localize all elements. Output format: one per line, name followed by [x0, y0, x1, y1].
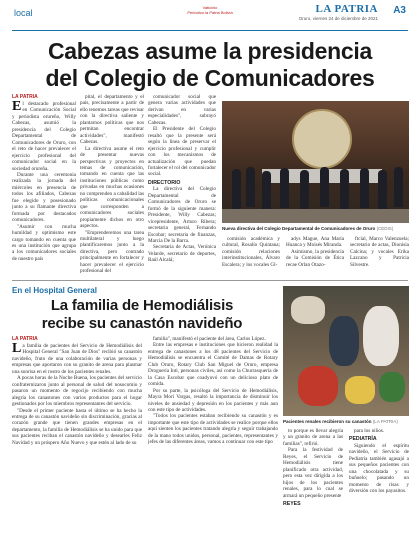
paragraph: "Todos los pacientes estaban recibiendo su canastón y es importante que este tipo de actividades se realice porque ellos aquí sienten los pacientes tratando alegría y seguir trabajando de la mano todos unidos, personal, pacientes, representantes y jefes de las diferentes áreas, vamos a continuar con este tipo — [148, 413, 278, 446]
paragraph-text: a familia de pacientes del Servicio de Hemodiálisis del Hospital General "San Juan de Dios" recibió su canastón navideño, fruto de una colaboración de varias personas y empresas que aportaron con su granito de arena para plasmar una sonrisa en el rostro de los pacientes renales. — [12, 343, 142, 375]
story1-photo-caption — [222, 226, 393, 231]
story2-byline: LA PATRIA — [12, 336, 38, 342]
person-figure — [329, 316, 359, 366]
paragraph — [12, 343, 142, 375]
paragraph: "Emprenderemos una tarea multilateral y luego plantificaremos junto a la directiva, pero contrado principalmente en fortalecer y hacer prevalecer el ejercicio profesional del — [80, 229, 144, 274]
person-figure — [320, 167, 329, 207]
newspaper-brand: LA PATRIA — [315, 3, 378, 15]
paragraph: La directiva asume el reto de presentar nuevas perspectivas y proyectos en temas de comunicación, tomando en cuenta que las instituciones públicas como privadas en muchas ocasiones no comprenden a cabalidad las políticas comunicacionales que corresponden a comunicadores sociales propiamente dichos en otro aspectos. — [80, 145, 144, 230]
story2-headline-line1: La familia de Hemodiálisis — [50, 297, 234, 314]
paragraph: "Asumir con mucha humildad y optimismo este cargo tomando en cuenta que es una institución que agrupa a los comunicadores sociales de nuestro país — [12, 223, 76, 262]
story2-photo-caption — [283, 419, 398, 424]
header-divider — [12, 30, 408, 31]
paragraph-text: l destacado profesional en Comunicación Social y periodista orureño, Willy Cabezas, asumió la presidencia del Colegio Departamental de Comunicadores de Oruro, con el reto de hacer prevalecer el ejercicio profesional del comunicador social en la sociedad orureña. — [12, 101, 76, 172]
story1-column-6 — [350, 236, 409, 276]
story1-caption-credit: (CEDIS) — [376, 226, 394, 231]
person-figure — [378, 170, 387, 210]
story1-column-1 — [12, 101, 76, 274]
story1-column-2 — [80, 94, 144, 274]
paragraph: Entre las empresas e instituciones que hicieron realidad la entrega de canastones a los 48 pacientes del Servicio de Hemodiálisis se encuentra el Comité de Damas de Rotary Club Oruro, Rotary Club San Miguel de Oruro, empresa Droguería Inti, personas civiles, así como la Churrasquería de la Casa Escobar que coadyuvó con un delicioso plato de comida. — [148, 342, 278, 388]
story2-caption-text: Pacientes renales recibieron su canastón — [283, 419, 372, 424]
person-figure — [280, 168, 289, 208]
person-figure — [363, 306, 399, 366]
header-center-line1: Vaticinio — [202, 5, 218, 10]
story2-kicker: En el Hospital General — [12, 286, 97, 295]
poster-shape — [291, 296, 325, 324]
paragraph: to porque es llevar alegría y un granito de arena a las familias", refirió. — [283, 428, 343, 447]
subheading: PEDIATRÍA — [349, 436, 377, 443]
paragraph: adys Mague, Ana María Huanca y Moisés Miranda. — [286, 236, 344, 249]
paragraph: Por su parte, la psicóloga del Servicio de Hemodiálisis, Mayra Mori Vargas, resaltó la importancia de disminuir los niveles de ansiedad y depresión en los pacientes y más aun con este tipo de actividades. — [148, 387, 278, 413]
header-center-line2: Periódico la Patria Bolivia — [187, 10, 233, 15]
story2-photo — [283, 286, 409, 416]
gift-basket-shape — [379, 372, 405, 402]
paragraph: pital, el departamento y el país, precisamente a partir de ello tenemos tareas que revisar con la directiva saliente y plantarnos políticas que nos permitan encontrar actividades", manifestó Cabezas. — [80, 94, 144, 146]
subheading: DIRECTORIO — [148, 179, 181, 186]
subheading: REYES — [283, 500, 301, 507]
floor — [222, 209, 409, 223]
story2-column-1 — [12, 343, 142, 529]
story2-column-4 — [349, 428, 409, 529]
story2-headline-line2: recibe su canastón navideño — [41, 315, 243, 332]
paragraph: comisión académica y cultural, Rosalío Quintana; comisión relaciones interinstitucionales, Álvaro Escalera; y los vocales Gl- — [222, 236, 280, 268]
story1-headline-line2: del Colegio de Comunicadores — [45, 65, 375, 91]
drop-cap: L — [12, 343, 22, 356]
paragraph: El Presidente del Colegio resaltó que la presente será según la línea de preservar el ejercicio profesional y cumplir con los mecanismos de actualización que puedan fortalecer el rol del comunicador social. — [148, 126, 216, 178]
paragraph: "Desde el primer paciente hasta el último se ha hecho la entrega de su canastón navideño sin discriminación, gracias al corazón grande que tienen grandes empresas en el departamento, la familia de Hemodiálisis se ha unido para que sus pacientes reciban el canastón navideño y desearles Feliz Navidad y un próspero Año Nuevo y que estén al lado de su — [12, 407, 142, 446]
section-divider — [12, 280, 408, 281]
header-center-note — [170, 5, 250, 15]
story2-caption-credit: (LA PATRIA) — [372, 419, 398, 424]
issue-date: Oruro, viernes 24 de diciembre de 2021 — [298, 16, 378, 21]
story1-caption-text: Nueva directiva del Colegio Departamental de Comunicadores de Oruro — [222, 226, 376, 231]
story1-column-3 — [148, 94, 216, 274]
person-figure — [262, 171, 271, 211]
section-label: local — [14, 8, 33, 18]
paragraph: Secretaria de Actas, Verónica Velarde, secretario de deportes, Raúl Alcalá; — [148, 244, 216, 264]
person-figure — [360, 168, 369, 208]
person-figure — [300, 170, 309, 210]
paragraph: comunicador social que genera varias actividades que derivan en varias especialidades", subrayó Cabezas. — [148, 94, 216, 126]
gift-basket-shape — [298, 366, 338, 406]
banner-emblem — [292, 109, 352, 169]
story1-byline: LA PATRIA — [12, 94, 38, 100]
person-figure — [246, 167, 255, 207]
page-number: A3 — [393, 5, 406, 16]
story1-column-5 — [286, 236, 344, 276]
story2-column-2 — [148, 336, 278, 529]
drop-cap: E — [12, 101, 22, 114]
person-figure — [394, 167, 403, 207]
person-figure — [340, 169, 349, 209]
paragraph: Para la festividad de Reyes, el Servicio de Hemodiálisis tiene planificado otra actividad, pero esta vez dirigida a los hijos de los pacientes renales, para lo cual se armará un pequeño presente — [283, 447, 343, 499]
paragraph: familia", manifestó el paciente del área, Carlos López. — [153, 336, 266, 342]
person-figure — [232, 169, 241, 209]
story1-headline-line1: Cabezas asume la presidencia — [48, 38, 372, 64]
paragraph: Durante una ceremonia realizada la jornada del miércoles en presencia de todos los afiliados, Cabezas fue elegido y posesionado junto a su flamante directiva formada por destacados comunicadores. — [12, 171, 76, 224]
story1-photo — [222, 101, 409, 223]
story2-column-3 — [283, 428, 343, 529]
story1-column-4 — [222, 236, 280, 276]
gift-basket-shape — [345, 376, 375, 404]
paragraph: La directiva del Colegio Departamental de Comunicadores de Oruro se formó de la siguiente manera: Presidente, Willy Cabezas; vicepresidente, Arturo Ribera; secretaria general, Fernando Escobar; secretaria de finanzas, Marcia De la Barra. — [148, 186, 216, 244]
page-header — [0, 0, 420, 36]
paragraph: para los niños. — [354, 428, 385, 434]
paragraph — [12, 101, 76, 172]
paragraph: A pocas horas de la Noche Buena, los pacientes del servicio confraternizaron junto al personal de salud del nosocomio y pasaron un momento de regocijo recibiendo con mucha alegría los canastones con varios productos para el hogar gestionados por los miembros representantes del servicio. — [12, 375, 142, 408]
paragraph: Siguiendo el espíritu navideño, el Servicio de Pediatría también agasajó a sus pequeños pacientes con una chocolatada y su buñuelo; pasando un momento de risas y diversión con los payasitos. — [349, 442, 409, 495]
paragraph: ftcial, Marco Valenzuela; secretario de actas, Dionisia Calcina; y vocales Erika Lazcano y Patricia Silvestre. — [350, 236, 409, 268]
paragraph: Asimismo, la presidencia de la Comisión de Ética recae Orlan Otazo- — [286, 248, 344, 268]
